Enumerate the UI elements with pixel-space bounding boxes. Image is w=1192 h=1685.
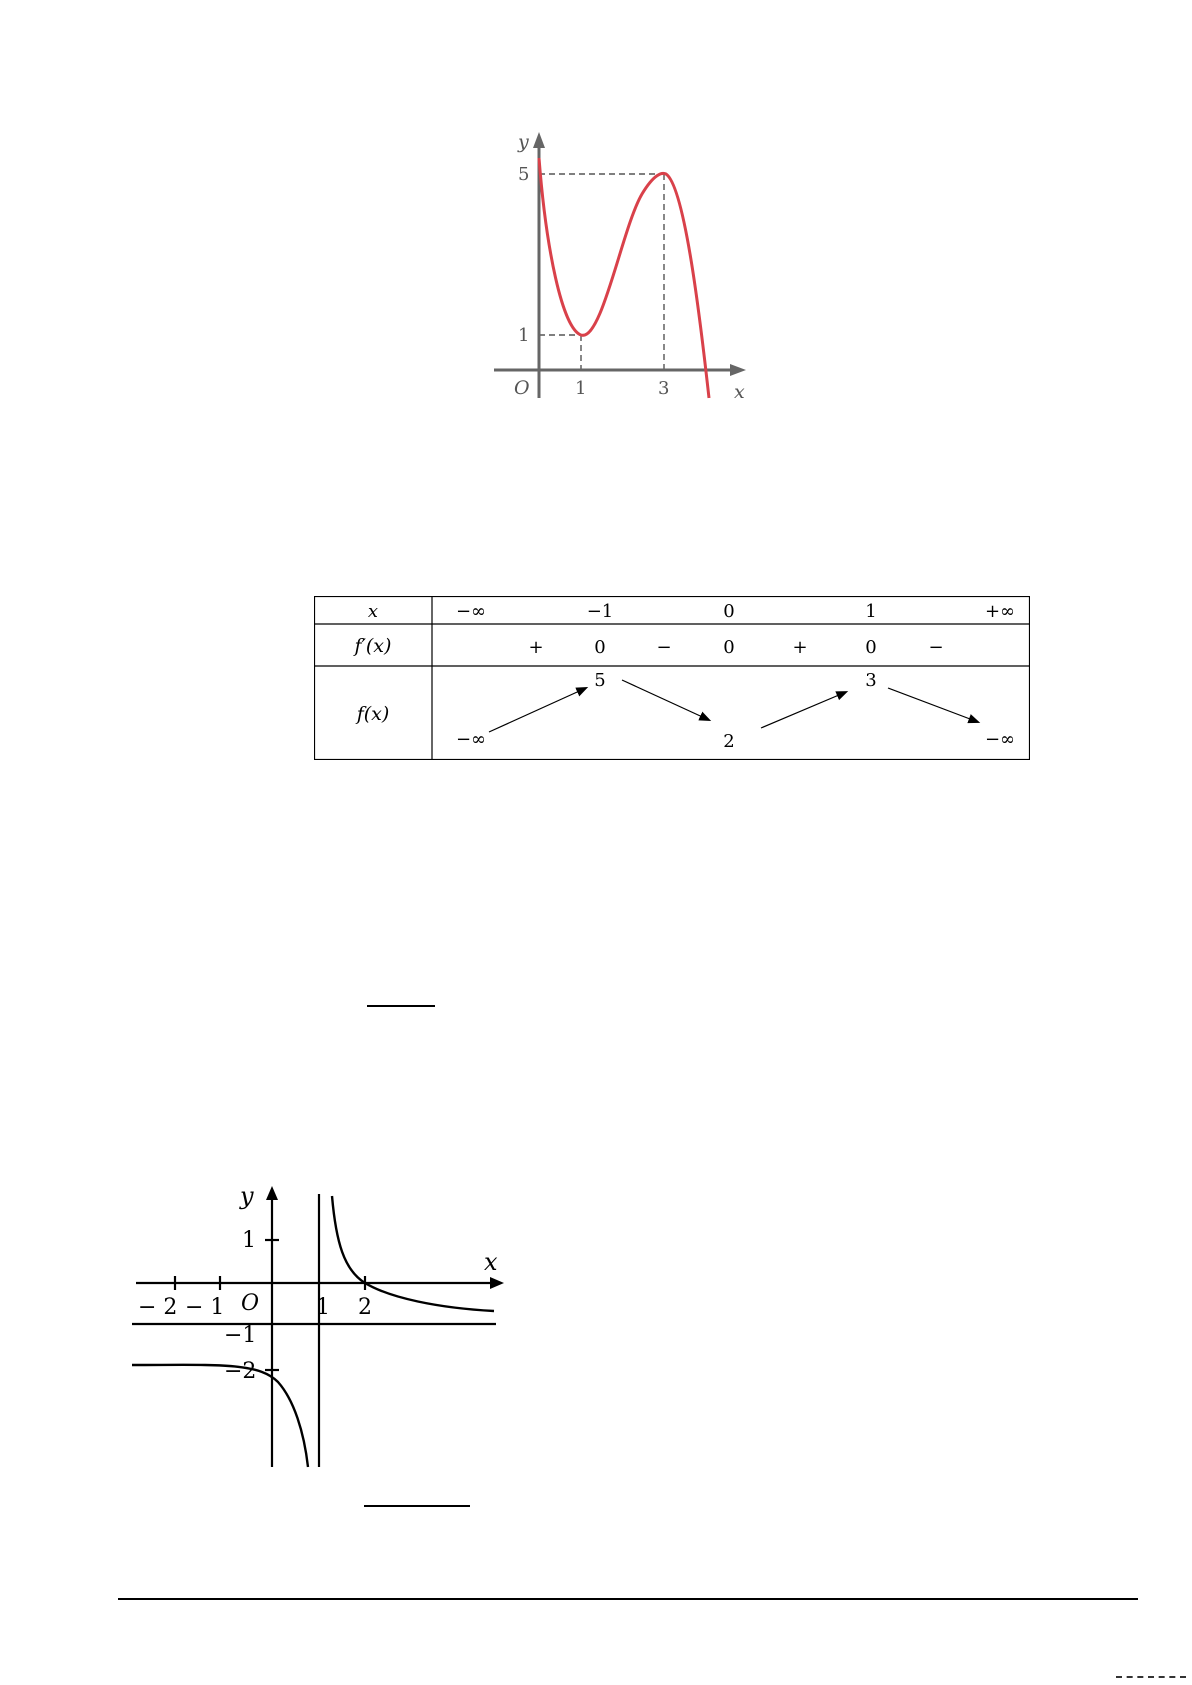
page-edge-mark [1116,1676,1186,1681]
x-axis-label: x [484,1248,498,1276]
y-axis-arrow [533,132,545,148]
y-axis-label: y [240,1182,254,1210]
footer-rule [118,1598,1138,1600]
answer-blank-1 [367,1005,435,1007]
origin-label: O [514,377,530,399]
function-value: 2 [723,731,735,752]
row-label-x: x [367,601,379,622]
decrease-arrow [622,680,709,720]
function-value: 3 [865,670,877,691]
x-point: +∞ [984,601,1016,622]
derivative-sign: + [528,637,544,658]
x-tick-label: 2 [358,1295,372,1320]
x-tick-label: 1 [316,1295,330,1320]
increase-arrow [489,688,586,732]
function-value: 5 [594,670,606,691]
right-branch [332,1196,494,1311]
x-tick-label: − 1 [185,1295,225,1320]
derivative-sign: 0 [865,637,877,658]
variation-table [314,596,1030,760]
row-label-derivative: f′(x) [354,635,392,657]
derivative-sign: 0 [594,637,606,658]
left-branch [132,1365,308,1467]
decrease-arrow [888,688,978,722]
y-axis-arrow [266,1186,278,1200]
row-label-function: f(x) [356,703,390,725]
rational-graph [128,1182,508,1472]
y-axis-label: y [518,131,529,153]
x-point: −1 [586,601,614,622]
x-tick-label: − 2 [138,1295,178,1320]
derivative-sign: 0 [723,637,735,658]
y-tick-1: 1 [518,325,530,346]
x-point: 1 [865,601,877,622]
derivative-sign: − [656,637,672,658]
increase-arrow [761,692,846,728]
x-tick-1: 1 [575,378,587,399]
cubic-graph [484,128,764,408]
origin-label: O [241,1291,260,1316]
x-tick-3: 3 [658,378,670,399]
x-axis-arrow [730,364,746,376]
function-value: −∞ [984,729,1016,750]
x-axis-arrow [490,1277,504,1289]
derivative-sign: − [928,637,944,658]
x-axis-label: x [734,381,745,403]
y-tick-5: 5 [518,164,530,185]
y-tick-label: −2 [224,1359,257,1384]
x-point: −∞ [455,601,487,622]
x-point: 0 [723,601,735,622]
cubic-curve [539,158,709,398]
function-value: −∞ [455,729,487,750]
answer-blank-2 [364,1505,470,1507]
derivative-sign: + [792,637,808,658]
y-tick-label: −1 [224,1323,257,1348]
y-tick-label: 1 [242,1228,256,1253]
